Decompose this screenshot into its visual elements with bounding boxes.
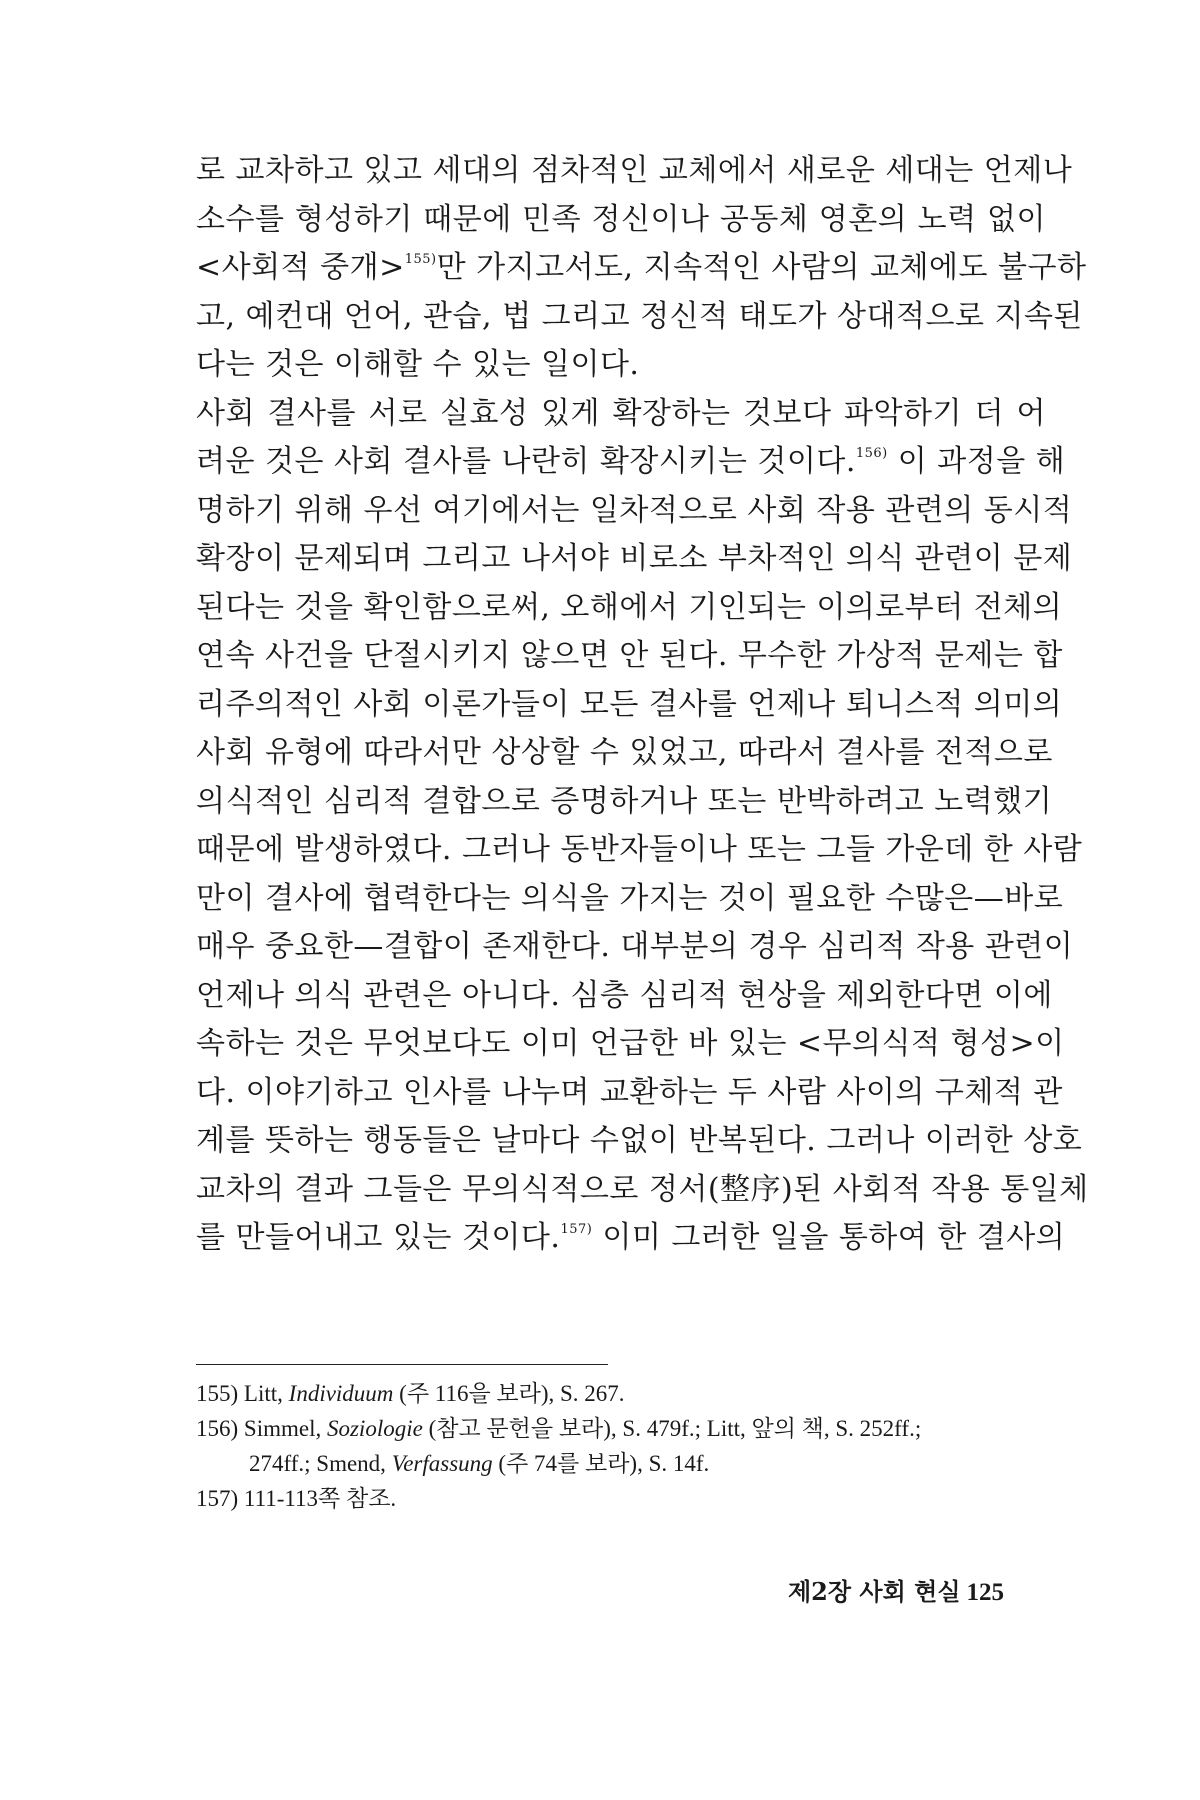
- text-line: 교차의 결과 그들은 무의식적으로 정서(整序)된 사회적 작용 통일체: [196, 1171, 1089, 1207]
- text-line: 속하는 것은 무엇보다도 이미 언급한 바 있는 <무의식적 형성>이: [196, 1026, 1065, 1061]
- text-line: 된다는 것을 확인함으로써, 오해에서 기인되는 이의로부터 전체의: [196, 589, 1063, 625]
- footnote-157: 157) 111-113쪽 참조.: [196, 1486, 397, 1511]
- chapter-title: 제2장 사회 현실: [788, 1577, 961, 1606]
- text-line: 의식적인 심리적 결합으로 증명하거나 또는 반박하려고 노력했기: [196, 783, 1053, 819]
- text-line: 확장이 문제되며 그리고 나서야 비로소 부차적인 의식 관련이 문제: [196, 541, 1073, 576]
- text-line: 소수를 형성하기 때문에 민족 정신이나 공동체 영혼의 노력 없이: [196, 201, 1046, 237]
- text-line: 를 만들어내고 있는 것이다.$^{157)}$ 이미 그러한 일을 통하여 한 결사의: [196, 1220, 1066, 1255]
- body-text: [196, 147, 1089, 1263]
- footnote-156: 156) Simmel, Soziologie (참고 문헌을 보라), S. 479f.; Litt, 앞의 책, S. 252ff.;: [196, 1416, 922, 1441]
- text-line: 로 교차하고 있고 세대의 점차적인 교체에서 새로운 세대는 언제나: [196, 153, 1073, 188]
- text-line: 고, 예컨대 언어, 관습, 법 그리고 정신적 태도가 상대적으로 지속된: [196, 298, 1083, 334]
- footnote-ref: 155): [404, 252, 437, 267]
- page-footer: [788, 1572, 1004, 1607]
- text-line: 계를 뜻하는 행동들은 날마다 수없이 반복된다. 그러나 이러한 상호: [196, 1123, 1083, 1158]
- text-line: 리주의적인 사회 이론가들이 모든 결사를 언제나 퇴니스적 의미의: [196, 686, 1063, 722]
- footnote-155: 155) Litt, Individuum (주 116을 보라), S. 267.: [196, 1381, 625, 1406]
- footnote-ref: 157): [560, 1222, 593, 1237]
- text-line: 다. 이야기하고 인사를 나누며 교환하는 두 사람 사이의 구체적 관: [196, 1074, 1063, 1110]
- text-line: 려운 것은 사회 결사를 나란히 확장시키는 것이다.$^{156)}$ 이 과정을 해: [196, 444, 1066, 479]
- text-line: 만이 결사에 협력한다는 의식을 가지는 것이 필요한 수많은—바로: [196, 880, 1064, 916]
- text-line: 때문에 발생하였다. 그러나 동반자들이나 또는 그들 가운데 한 사람: [196, 832, 1083, 867]
- text-line: 사회 유형에 따라서만 상상할 수 있었고, 따라서 결사를 전적으로: [196, 735, 1053, 770]
- text-line: 다는 것은 이해할 수 있는 일이다.: [196, 347, 640, 382]
- page-number: 125: [966, 1579, 1005, 1606]
- text-line: 명하기 위해 우선 여기에서는 일차적으로 사회 작용 관련의 동시적: [196, 492, 1073, 528]
- text-line: 매우 중요한—결합이 존재한다. 대부분의 경우 심리적 작용 관련이: [196, 929, 1074, 964]
- footnotes: [196, 1376, 1056, 1516]
- text-line: 사회 결사를 서로 실효성 있게 확장하는 것보다 파악하기 더 어: [196, 395, 1046, 431]
- text-line: <사회적 중개>$^{155)}$만 가지고서도, 지속적인 사람의 교체에도 불구하: [196, 250, 1087, 285]
- text-line: 연속 사건을 단절시키지 않으면 안 된다. 무수한 가상적 문제는 합: [196, 638, 1063, 673]
- footnote-rule: [196, 1364, 608, 1365]
- footnote-ref: 156): [855, 446, 888, 461]
- text-line: 언제나 의식 관련은 아니다. 심층 심리적 현상을 제외한다면 이에: [196, 977, 1053, 1013]
- footnote-156-continued: 274ff.; Smend, Verfassung (주 74를 보라), S. 14f.: [249, 1451, 710, 1476]
